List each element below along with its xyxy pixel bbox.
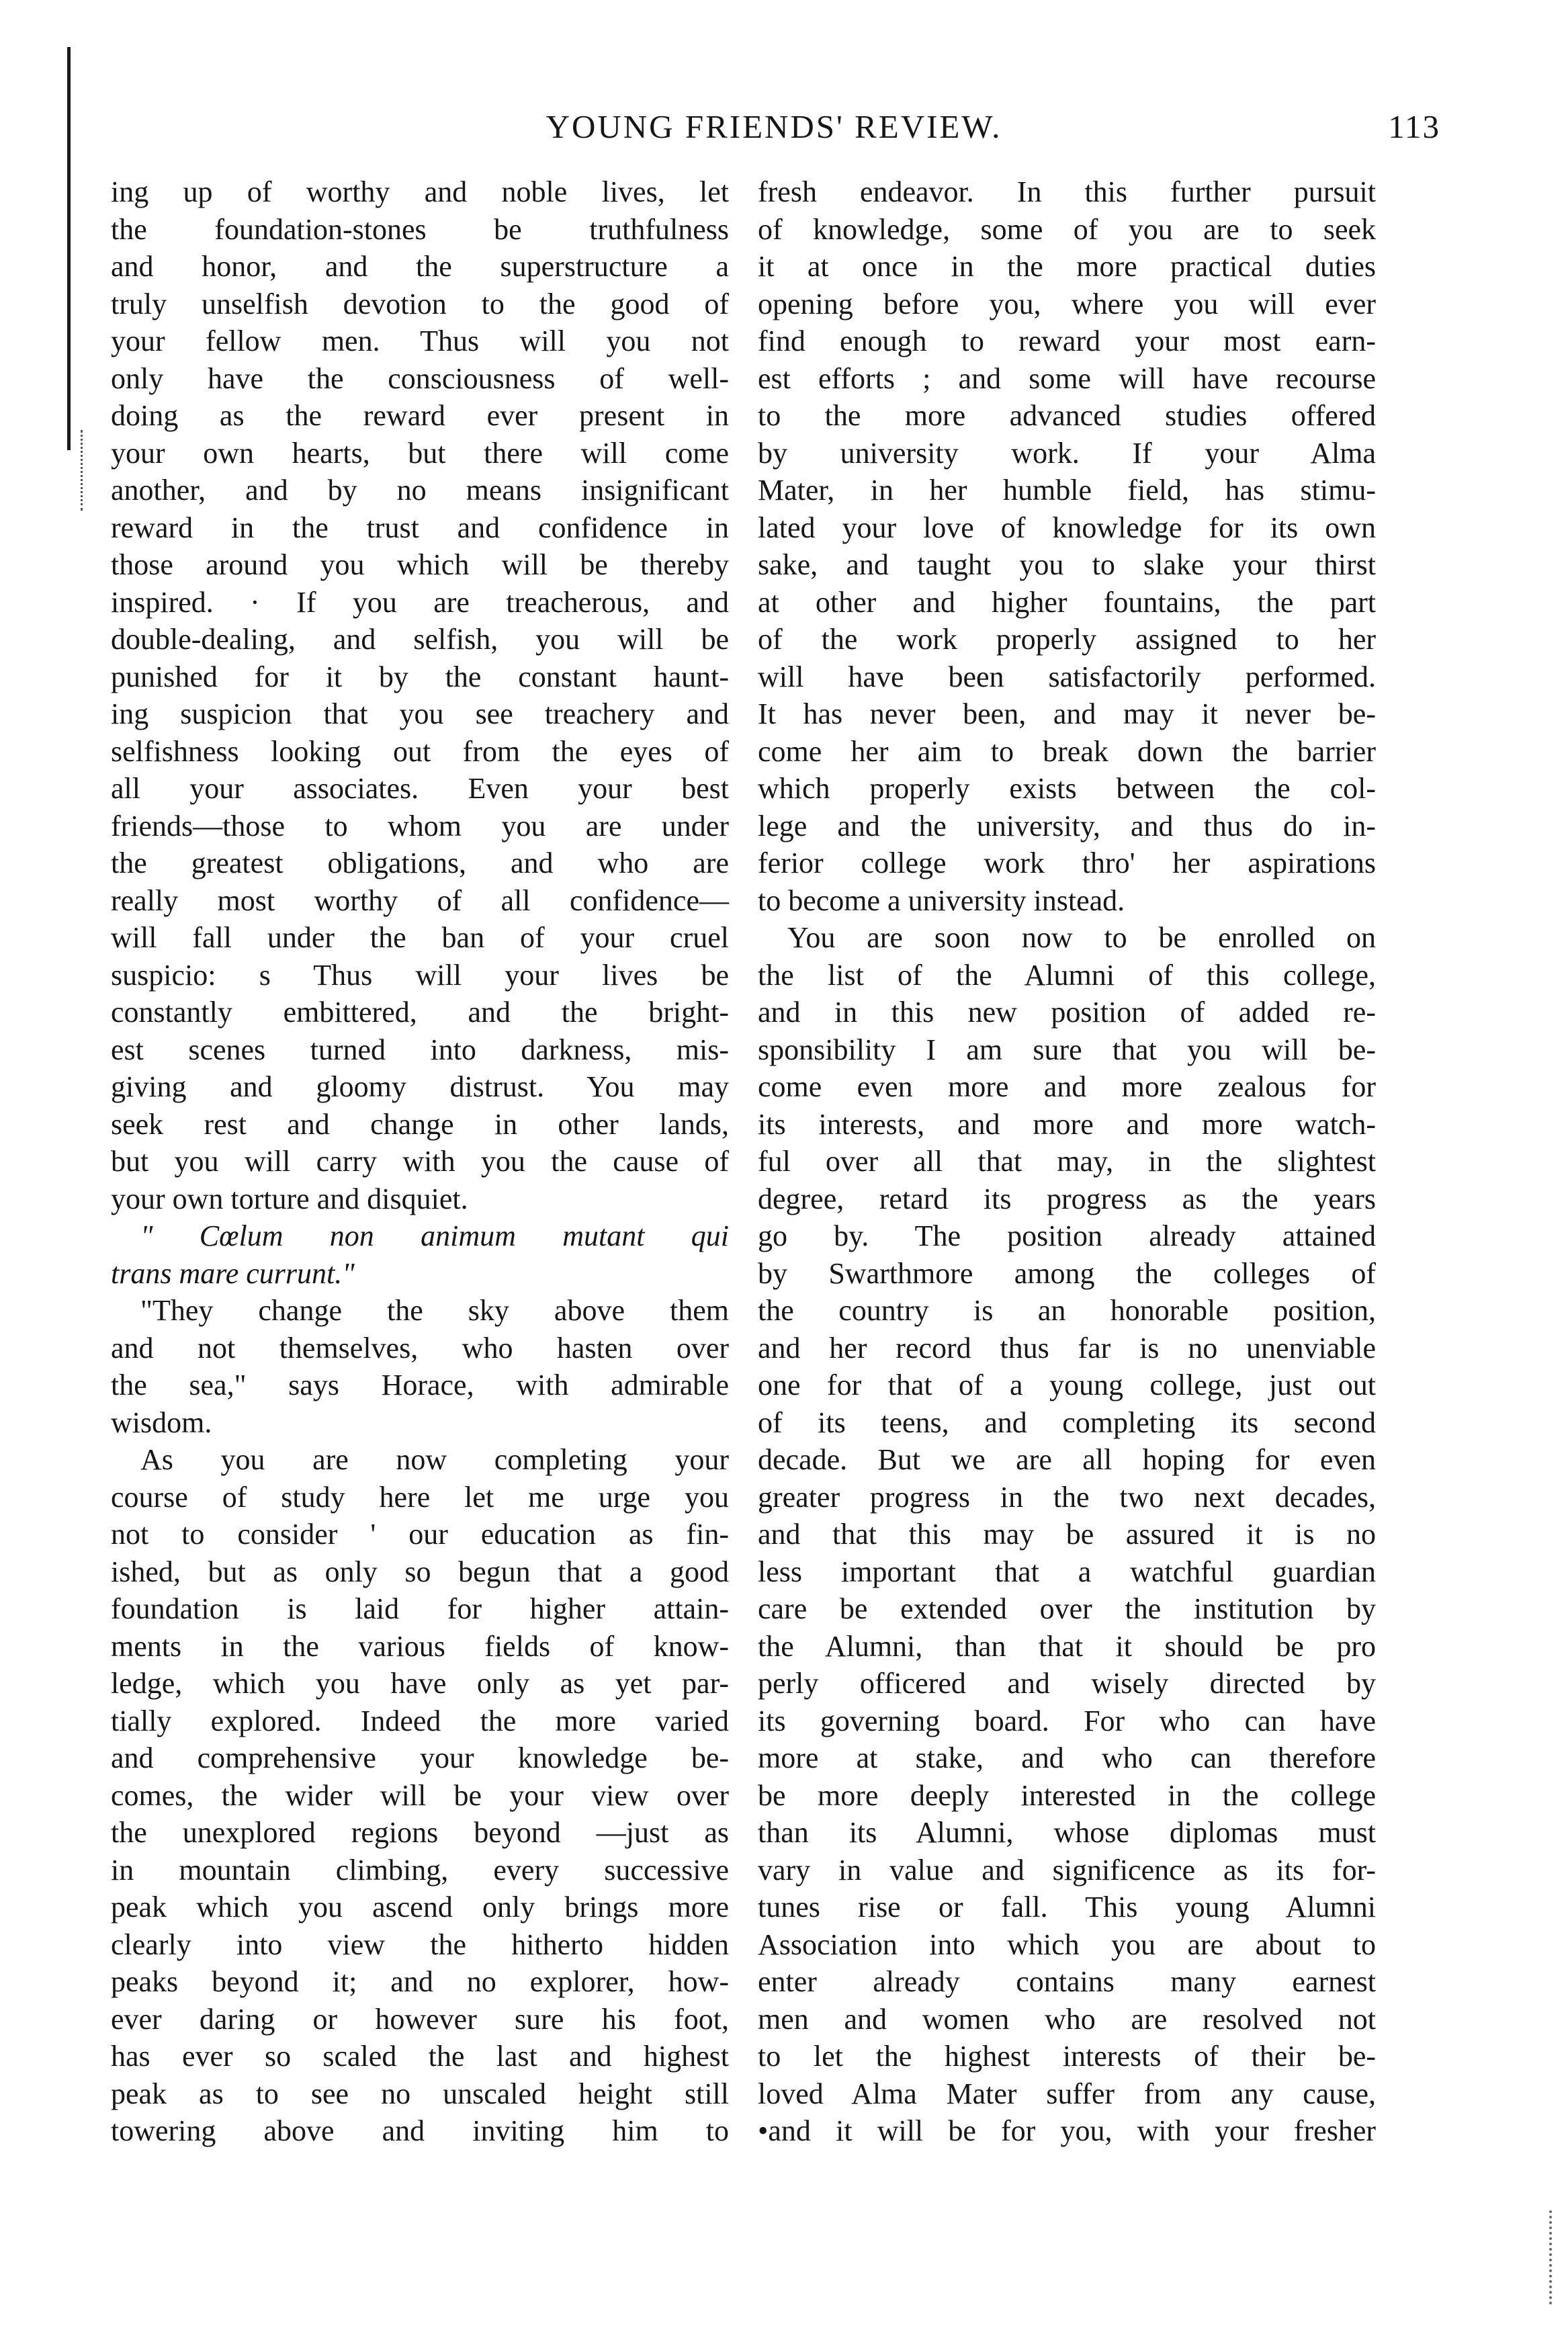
text-line: suspicio: s Thus will your lives be: [111, 958, 729, 992]
text-line: giving and gloomy distrust. You may: [111, 1070, 729, 1103]
text-line: be more deeply interested in the college: [758, 1778, 1376, 1812]
text-line: reward in the trust and confidence in: [111, 511, 729, 544]
text-line: and comprehensive your knowledge be-: [111, 1741, 729, 1774]
text-line: double-dealing, and selfish, you will be: [111, 623, 729, 656]
text-line: your own hearts, but there will come: [111, 436, 729, 470]
text-line: lege and the university, and thus do in-: [758, 809, 1376, 842]
text-line: trans mare currunt.": [111, 1256, 355, 1290]
text-line: ferior college work thro' her aspirations: [758, 847, 1376, 879]
text-line: clearly into view the hitherto hidden: [111, 1928, 729, 1961]
text-line: at other and higher fountains, the part: [758, 585, 1376, 619]
text-line: loved Alma Mater suffer from any cause,: [758, 2077, 1376, 2110]
text-line: one for that of a young college, just out: [758, 1369, 1376, 1401]
text-line: really most worthy of all confidence—: [111, 883, 729, 917]
text-line: in mountain climbing, every successive: [111, 1853, 729, 1887]
text-line: and that this may be assured it is no: [758, 1518, 1376, 1551]
text-line: its governing board. For who can have: [758, 1704, 1376, 1737]
text-line: men and women who are resolved not: [758, 2002, 1376, 2036]
text-line: seek rest and change in other lands,: [111, 1107, 729, 1141]
text-line: the country is an honorable position,: [758, 1294, 1376, 1327]
text-line: another, and by no means insignificant: [111, 474, 729, 507]
text-line: ing suspicion that you see treachery and: [111, 697, 729, 730]
text-line: go by. The position already attained: [758, 1219, 1376, 1252]
text-line: towering above and inviting him to: [111, 2114, 729, 2147]
page-header: [107, 107, 1440, 161]
text-line: est scenes turned into darkness, mis-: [111, 1033, 729, 1066]
text-line: ments in the various fields of know-: [111, 1629, 729, 1663]
text-line: sake, and taught you to slake your thirst: [758, 548, 1376, 581]
text-line: will have been satisfactorily performed.: [758, 660, 1376, 693]
text-line: greater progress in the two next decades,: [758, 1480, 1376, 1514]
text-line: foundation is laid for higher attain-: [111, 1592, 729, 1625]
text-line: has ever so scaled the last and highest: [111, 2040, 729, 2073]
text-line: to let the highest interests of their be-: [758, 2040, 1376, 2073]
text-line: enter already contains many earnest: [758, 1965, 1376, 1998]
text-line: and not themselves, who hasten over: [111, 1331, 729, 1365]
text-line: comes, the wider will be your view over: [111, 1778, 729, 1812]
text-line: fresh endeavor. In this further pursuit: [758, 175, 1376, 208]
text-line: the Alumni, than that it should be pro: [758, 1629, 1376, 1663]
text-line: punished for it by the constant haunt-: [111, 660, 729, 693]
running-head: YOUNG FRIENDS' REVIEW.: [546, 108, 1002, 145]
text-line: •and it will be for you, with your fresher: [758, 2114, 1376, 2147]
text-line: course of study here let me urge you: [111, 1480, 729, 1514]
text-line: peak as to see no unscaled height still: [111, 2077, 729, 2110]
text-line: and her record thus far is no unenviable: [758, 1331, 1376, 1365]
page-number: 113: [1388, 108, 1440, 145]
text-line: and honor, and the superstructure a: [111, 250, 729, 283]
text-line: As you are now completing your: [140, 1443, 729, 1476]
text-line: ledge, which you have only as yet par-: [111, 1667, 729, 1700]
text-line: decade. But we are all hoping for even: [758, 1443, 1376, 1476]
text-line: its interests, and more and more watch-: [758, 1107, 1376, 1141]
text-line: lated your love of knowledge for its own: [758, 511, 1376, 544]
right-column: [758, 173, 1376, 2150]
text-line: come even more and more zealous for: [758, 1070, 1376, 1103]
text-line: your own torture and disquiet.: [111, 1182, 468, 1215]
text-line: doing as the reward ever present in: [111, 399, 729, 432]
text-line: by university work. If your Alma: [758, 436, 1376, 470]
text-line: the list of the Alumni of this college,: [758, 958, 1376, 992]
text-line: perly officered and wisely directed by: [758, 1667, 1376, 1700]
text-line: friends—those to whom you are under: [111, 809, 729, 842]
text-line: You are soon now to be enrolled on: [787, 921, 1376, 954]
text-line: by Swarthmore among the colleges of: [758, 1256, 1376, 1290]
text-line: and in this new position of added re-: [758, 996, 1376, 1029]
text-line: it at once in the more practical duties: [758, 250, 1376, 283]
text-line: ing up of worthy and noble lives, let: [111, 175, 729, 208]
text-line: ever daring or however sure his foot,: [111, 2002, 729, 2036]
text-line: but you will carry with you the cause of: [111, 1145, 729, 1178]
text-line: constantly embittered, and the bright-: [111, 996, 729, 1029]
text-line: opening before you, where you will ever: [758, 287, 1376, 320]
text-line: your fellow men. Thus will you not: [111, 325, 729, 357]
text-line: than its Alumni, whose diplomas must: [758, 1816, 1376, 1849]
text-line: tunes rise or fall. This young Alumni: [758, 1891, 1376, 1923]
text-line: those around you which will be thereby: [111, 548, 729, 581]
margin-specks: [81, 430, 85, 511]
text-line: inspired. · If you are treacherous, and: [111, 585, 729, 619]
text-line: degree, retard its progress as the years: [758, 1182, 1376, 1215]
edge-specks: [1549, 2210, 1555, 2304]
text-line: Mater, in her humble field, has stimu-: [758, 474, 1376, 507]
text-line: ished, but as only so begun that a good: [111, 1555, 729, 1588]
text-line: ful over all that may, in the slightest: [758, 1145, 1376, 1178]
text-line: the sea," says Horace, with admirable: [111, 1369, 729, 1401]
text-line: Association into which you are about to: [758, 1928, 1376, 1961]
margin-rule: [67, 47, 71, 450]
text-line: est efforts ; and some will have recourse: [758, 361, 1376, 395]
text-line: wisdom.: [111, 1405, 212, 1439]
text-line: come her aim to break down the barrier: [758, 734, 1376, 768]
text-line: the unexplored regions beyond —just as: [111, 1816, 729, 1849]
text-line: find enough to reward your most earn-: [758, 325, 1376, 357]
text-line: sponsibility I am sure that you will be-: [758, 1033, 1376, 1066]
text-line: of its teens, and completing its second: [758, 1405, 1376, 1439]
text-line: peak which you ascend only brings more: [111, 1891, 729, 1923]
text-line: all your associates. Even your best: [111, 772, 729, 805]
text-line: of the work properly assigned to her: [758, 623, 1376, 656]
text-line: peaks beyond it; and no explorer, how-: [111, 1965, 729, 1998]
text-line: It has never been, and may it never be-: [758, 697, 1376, 730]
text-line: truly unselfish devotion to the good of: [111, 287, 729, 320]
text-line: more at stake, and who can therefore: [758, 1741, 1376, 1774]
text-line: not to consider ' our education as fin-: [111, 1518, 729, 1551]
text-line: vary in value and significence as its for-: [758, 1853, 1376, 1887]
text-line: care be extended over the institution by: [758, 1592, 1376, 1625]
text-line: to become a university instead.: [758, 883, 1125, 917]
text-line: " Cœlum non animum mutant qui: [140, 1219, 729, 1252]
text-line: to the more advanced studies offered: [758, 399, 1376, 432]
left-column: [111, 173, 729, 2150]
text-line: tially explored. Indeed the more varied: [111, 1704, 729, 1737]
text-line: the foundation-stones be truthfulness: [111, 212, 729, 246]
text-line: the greatest obligations, and who are: [111, 847, 729, 879]
text-line: only have the consciousness of well-: [111, 361, 729, 395]
text-line: selfishness looking out from the eyes of: [111, 734, 729, 768]
text-line: less important that a watchful guardian: [758, 1555, 1376, 1588]
text-line: of knowledge, some of you are to seek: [758, 212, 1376, 246]
text-line: "They change the sky above them: [140, 1294, 729, 1327]
text-line: which properly exists between the col-: [758, 772, 1376, 805]
text-line: will fall under the ban of your cruel: [111, 921, 729, 954]
